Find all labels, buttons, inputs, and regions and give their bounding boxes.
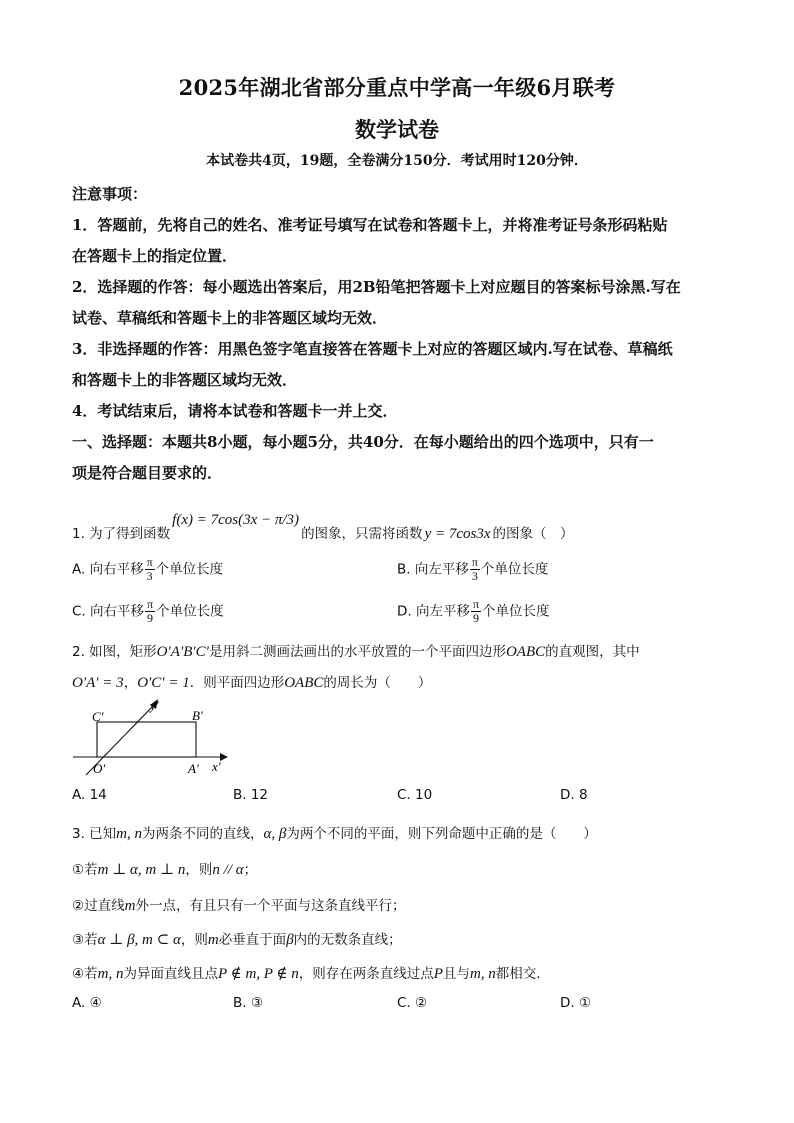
label-b: B′ <box>192 708 203 723</box>
notice-item-2a: 2．选择题的作答：每小题选出答案后，用2B铅笔把答题卡上对应题目的答案标号涂黑.写在 <box>72 278 681 296</box>
q2-option-b[interactable]: B. 12 <box>233 787 269 803</box>
question-3-stem: 3. 已知m, n为两条不同的直线，α, β为两个不同的平面，则下列命题中正确的是（ ） <box>72 826 597 842</box>
label-x: x′ <box>212 759 221 774</box>
q3-statement-1: ①若m ⊥ α, m ⊥ n，则n // α； <box>72 862 258 878</box>
notice-heading: 注意事项： <box>72 185 148 203</box>
notice-item-1b: 在答题卡上的指定位置． <box>72 247 238 265</box>
q3-statement-2: ②过直线m外一点，有且只有一个平面与这条直线平行； <box>72 898 406 914</box>
q1-option-d[interactable]: D. 向左平移 $\frac{\pi}{9}$ 个单位长度 <box>397 597 550 625</box>
rectangle-oabc <box>97 722 196 757</box>
q3-option-c[interactable]: C. ② <box>397 995 428 1011</box>
notice-item-2b: 试卷、草稿纸和答题卡上的非答题区域均无效． <box>72 309 388 327</box>
q1-option-b[interactable]: B. 向左平移 $\frac{\pi}{3}$ 个单位长度 <box>397 555 549 583</box>
q3-option-b[interactable]: B. ③ <box>233 995 263 1011</box>
section-heading-b: 项是符合题目要求的． <box>72 464 223 482</box>
q2-option-d[interactable]: D. 8 <box>560 787 588 803</box>
q3-option-a[interactable]: A. ④ <box>72 995 102 1011</box>
q3-option-d[interactable]: D. ① <box>560 995 592 1011</box>
exam-title: 2025年湖北省部分重点中学高一年级6月联考 <box>178 75 616 100</box>
label-a: A′ <box>188 761 199 776</box>
label-y: y′ <box>150 698 159 713</box>
question-2-stem-b: O′A′ = 3，O′C′ = 1．则平面四边形OABC的周长为（ ） <box>72 675 432 691</box>
oblique-projection-figure <box>70 695 240 779</box>
q1-option-c[interactable]: C. 向右平移 $\frac{\pi}{9}$ 个单位长度 <box>72 597 224 625</box>
q1-target-function: f(x) = 7cos(3x − π/3) <box>172 512 300 528</box>
exam-info: 本试卷共4页，19题，全卷满分150分．考试用时120分钟． <box>206 153 588 169</box>
label-o: O′ <box>93 761 106 776</box>
q1-option-a[interactable]: A. 向右平移 $\frac{\pi}{3}$ 个单位长度 <box>72 555 224 583</box>
section-heading-a: 一、选择题：本题共8小题，每小题5分，共40分．在每小题给出的四个选项中，只有一 <box>72 433 654 451</box>
exam-subject: 数学试卷 <box>355 117 439 142</box>
q3-statement-4: ④若m, n为异面直线且点P ∉ m, P ∉ n，则存在两条直线过点P且与m, n都相交. <box>72 966 541 982</box>
notice-item-3a: 3．非选择题的作答：用黑色签字笔直接答在答题卡上对应的答题区域内.写在试卷、草稿纸 <box>72 340 673 358</box>
x-axis-arrow <box>220 753 228 761</box>
notice-item-1a: 1．答题前，先将自己的姓名、准考证号填写在试卷和答题卡上，并将准考证号条形码粘贴 <box>72 216 668 234</box>
q3-statement-3: ③若α ⊥ β, m ⊂ α，则m必垂直于面β内的无数条直线； <box>72 932 402 948</box>
notice-item-3b: 和答题卡上的非答题区域均无效． <box>72 371 298 389</box>
question-2-stem-a: 2. 如图，矩形O′A′B′C′是用斜二测画法画出的水平放置的一个平面四边形OABC的直观图，其中 <box>72 644 640 660</box>
notice-item-4: 4．考试结束后，请将本试卷和答题卡一并上交． <box>72 402 398 420</box>
label-c: C′ <box>92 709 104 724</box>
question-1-stem: 1. 为了得到函数f(x) = 7cos(3x − π/3)的图象，只需将函数 y = 7cos3x 的图象（ ） <box>72 512 574 542</box>
q2-option-c[interactable]: C. 10 <box>397 787 433 803</box>
q1-source-function: y = 7cos3x <box>424 526 491 542</box>
q2-option-a[interactable]: A. 14 <box>72 787 107 803</box>
